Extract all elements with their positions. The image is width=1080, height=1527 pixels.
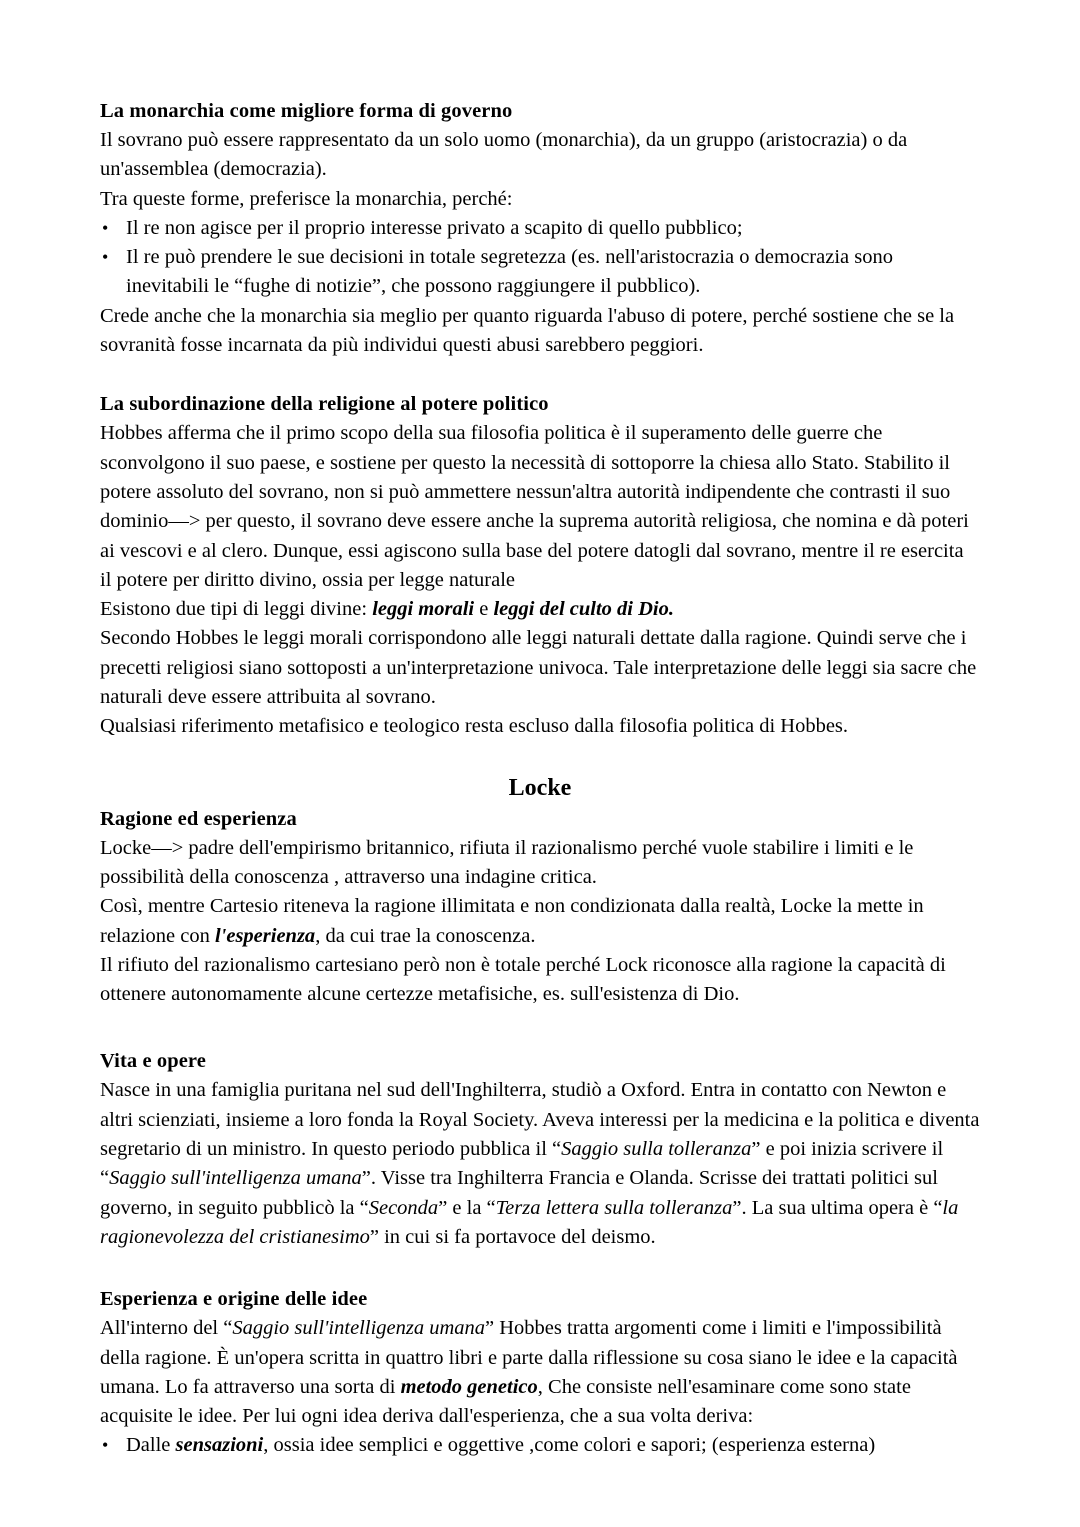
document-body xyxy=(100,97,980,1461)
heading-locke: Locke xyxy=(508,774,572,801)
heading-subordinazione: La subordinazione della religione al potere politico xyxy=(100,393,549,416)
text-esistono-prefix: Esistono due tipi di leggi divine: xyxy=(100,598,373,621)
paragraph-biografia xyxy=(100,1076,980,1252)
heading-ragione-esperienza: Ragione ed esperienza xyxy=(100,807,297,830)
bullet-list-monarchia xyxy=(100,214,980,302)
text-nasce: Nasce in una famiglia puritana nel sud dell'Inghilterra, studiò a Oxford. Entra in contatto con Newton e altri scienziati, insieme a loro fonda la Royal Society. Aveva interessi per la medicina e la politica e diventa segretario di un ministro. In questo periodo pubblica il “ xyxy=(100,1079,980,1161)
text-visse: ”. Visse tra Inghilterra Francia e Olanda. Scrisse dei trattati politici sul governo, in seguito pubblicò la “ xyxy=(100,1167,938,1219)
text-hobbes-tratta: ” Hobbes tratta argomenti come i limiti e l'impossibilità della ragione. È un'opera scritta in quattro libri e parte dalla riflessione su cosa siano le idee e la capacità umana. Lo fa attraverso una sorta di xyxy=(100,1317,958,1398)
list-item: • Il re può prendere le sue decisioni in totale segretezza (es. nell'aristocrazia o democrazia sono inevitabili le “fughe di notizie”, che possono raggiungere il pubblico). xyxy=(100,243,980,302)
paragraph-metodo-genetico xyxy=(100,1314,980,1431)
text-dalle: Dalle xyxy=(126,1434,176,1457)
emphasis-metodo-genetico: metodo genetico xyxy=(400,1375,538,1398)
emphasis-leggi-culto: leggi del culto di Dio. xyxy=(493,598,674,621)
section-spacer xyxy=(100,1009,980,1047)
text-che-consiste: , Che consiste nell'esaminare come sono state acquisite le idee. Per lui ogni idea deriva dall'esperienza, che a sua volta deriva: xyxy=(100,1375,911,1428)
text-deismo: ” in cui si fa portavoce del deismo. xyxy=(369,1225,656,1248)
title-terza-lettera: Terza lettera sulla tolleranza xyxy=(495,1196,733,1219)
section-spacer xyxy=(100,1252,980,1285)
text-e-la: ” e la “ xyxy=(438,1196,496,1219)
paragraph-secondo-hobbes: Secondo Hobbes le leggi morali corrispondono alle leggi naturali dettate dalla ragione. Quindi serve che i precetti religiosi siano sottoposti a un'interpretazione univoca. Tale interpretazione delle leggi sia sacre che naturali deve essere attribuita al sovrano. xyxy=(100,627,977,709)
paragraph-leggi-divine xyxy=(100,595,980,624)
text-cosi-prefix: Così, mentre Cartesio riteneva la ragione illimitata e non condizionata dalla realtà, Locke la mette in relazione con xyxy=(100,895,924,947)
list-item xyxy=(100,1431,980,1460)
heading-vita-opere: Vita e opere xyxy=(100,1050,206,1073)
text-congiunzione: e xyxy=(474,598,494,621)
emphasis-esperienza: l'esperienza xyxy=(214,924,316,947)
heading-monarchia: La monarchia come migliore forma di governo xyxy=(100,100,513,122)
paragraph-tra-queste-forme: Tra queste forme, preferisce la monarchia, perché: xyxy=(100,187,513,210)
bullet-list-idee xyxy=(100,1431,980,1460)
paragraph-hobbes-afferma: Hobbes afferma che il primo scopo della sua filosofia politica è il superamento delle guerre che sconvolgono il suo paese, e sostiene per questo la necessità di sottoporre la chiesa allo Stato. Stabilito il potere assoluto del sovrano, non si può ammettere nessun'altra autorità indipendente che contrasti il suo dominio—> per questo, il sovrano deve essere anche la suprema autorità religiosa, che nomina e dà poteri ai vescovi e al clero. Dunque, essi agiscono sulla base del potere datogli dal sovrano, mentre il re esercita il potere per diritto divino, ossia per legge naturale xyxy=(100,422,969,591)
title-saggio-tolleranza: Saggio sulla tolleranza xyxy=(561,1138,752,1161)
text-poi-inizia: ” e poi inizia scrivere il “ xyxy=(100,1138,944,1190)
emphasis-sensazioni: sensazioni xyxy=(175,1434,264,1457)
text-sensazioni-suffix: , ossia idee semplici e oggettive ,come colori e sapori; (esperienza esterna) xyxy=(263,1434,876,1457)
paragraph-qualsiasi-riferimento: Qualsiasi riferimento metafisico e teologico resta escluso dalla filosofia politica di Hobbes. xyxy=(100,715,849,738)
text-cosi-suffix: , da cui trae la conoscenza. xyxy=(315,924,536,947)
text-allinterno: All'interno del “ xyxy=(100,1317,233,1340)
text-ultima-opera: ”. La sua ultima opera è “ xyxy=(732,1196,943,1219)
section-spacer xyxy=(100,742,980,771)
paragraph-locke-empirismo: Locke—> padre dell'empirismo britannico, rifiuta il razionalismo perché vuole stabilire i limiti e le possibilità della conoscenza , attraverso una indagine critica. xyxy=(100,836,914,888)
paragraph-sovrano: Il sovrano può essere rappresentato da un solo uomo (monarchia), da un gruppo (aristocrazia) o da un'assemblea (democrazia). xyxy=(100,129,908,181)
title-ragionevolezza: la ragionevolezza del cristianesimo xyxy=(100,1196,959,1248)
paragraph-cartesio xyxy=(100,892,980,951)
emphasis-leggi-morali: leggi morali xyxy=(372,598,475,621)
title-saggio-intelligenza-2: Saggio sull'intelligenza umana xyxy=(232,1317,486,1340)
section-spacer xyxy=(100,360,980,390)
title-saggio-intelligenza: Saggio sull'intelligenza umana xyxy=(109,1167,362,1190)
title-seconda: Seconda xyxy=(368,1196,439,1219)
list-item: • Il re non agisce per il proprio interesse privato a scapito di quello pubblico; xyxy=(100,214,980,243)
heading-esperienza-origine: Esperienza e origine delle idee xyxy=(100,1288,368,1311)
paragraph-rifiuto-razionalismo: Il rifiuto del razionalismo cartesiano però non è totale perché Lock riconosce alla ragione la capacità di ottenere autonomamente alcune certezze metafisiche, es. sull'esistenza di Dio. xyxy=(100,953,946,1006)
paragraph-crede-anche: Crede anche che la monarchia sia meglio per quanto riguarda l'abuso di potere, perché sostiene che se la sovranità fosse incarnata da più individui questi abusi sarebbero peggiori. xyxy=(100,304,955,357)
